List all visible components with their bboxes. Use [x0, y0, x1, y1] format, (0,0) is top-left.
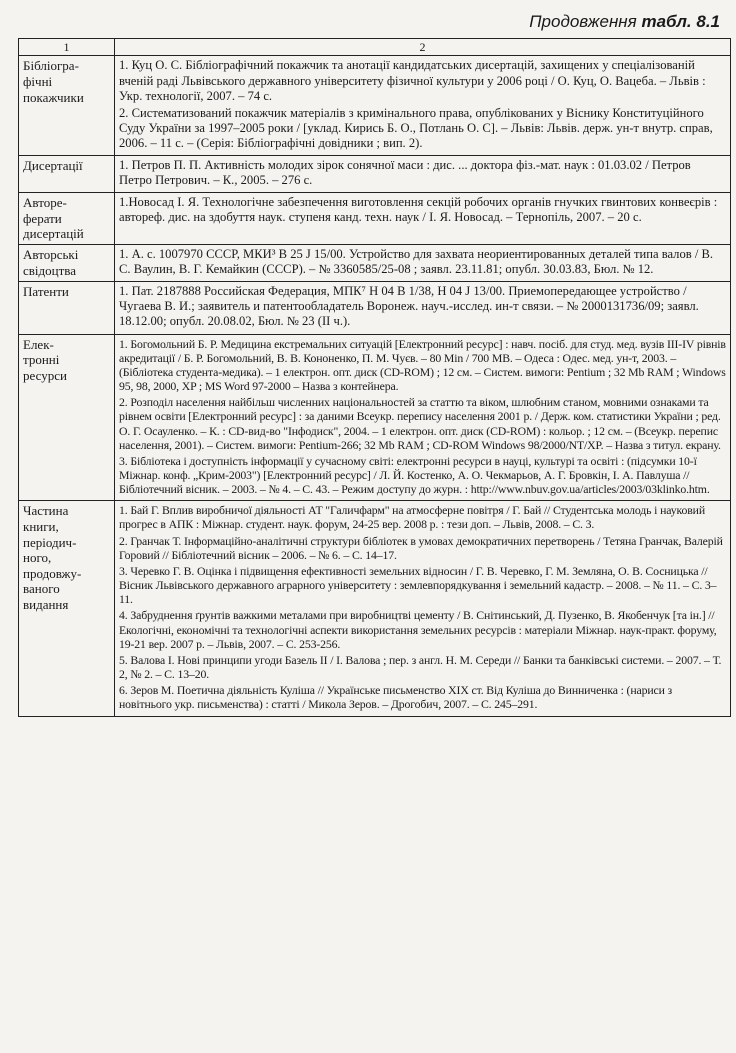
- table-row: [19, 282, 731, 334]
- entries-cell: [115, 334, 731, 501]
- bibliography-entry: 2. Систематизований покажчик матеріалів з кримінального права, опублікованих у Віснику Конституційного Суду України за 1997–2005 роки / [уклад. Кирись Б. О., Потлань О. С]. – Львів: Львів. держ. ун-т внутр. справ, 2006. – 11 с. – (Серія: Бібліографічні довідники ; вип. 2).: [119, 105, 713, 150]
- caption-table-number: табл. 8.1: [641, 12, 720, 31]
- bibliography-entry: 1. Богомольний Б. Р. Медицина екстремальних ситуацій [Електронний ресурс] : навч. посіб. для студ. мед. вузів III-IV рівнів акредитації / Б. Р. Богомольний, В. В. Кононенко, П. М. Чуєв. – 80 Min / 700 MB. – Одеса : Одес. мед. ун-т, 2003. – (Бібліотека студента-медика). – 1 електрон. опт. диск (CD-ROM) ; 12 см. – Систем. вимоги: Pentium ; 32 Mb RAM ; Windows 95, 98, 2000, XP ; MS Word 97-2000 – Назва з контейнера.: [119, 336, 726, 394]
- bibliography-entry: 6. Зеров М. Поетична діяльність Куліша // Українське письменство XIX ст. Від Куліша до Винниченка : (нариси з новітнього укр. письменства) : статті / Микола Зеров. – Дрогобич, 2007. – С. 245–291.: [119, 683, 673, 712]
- table-continuation-caption: [529, 12, 720, 32]
- category-cell: Бібліогра- фічні покажчики: [19, 56, 115, 156]
- category-cell: Дисертації: [19, 156, 115, 193]
- table-row: [19, 334, 731, 501]
- entries-cell: [115, 245, 731, 282]
- table-body: [19, 56, 731, 716]
- entries-cell: [115, 501, 731, 716]
- bibliography-entry: 1. Бай Г. Вплив виробничої діяльності АТ "Галичфарм" на атмосферне повітря / Г. Бай // Студентська молодь і науковий прогрес в АПК : Міжнар. студент. наук. форум, 24-25 вер. 2008 р. : тези доп. – Львів, 2008. – С. 3.: [119, 503, 705, 532]
- bibliography-entry: 1. Пат. 2187888 Российская Федерация, МПК⁷ Н 04 В 1/38, Н 04 J 13/00. Приемопередающее устройство / Чугаева В. И.; заявитель и патентообладатель Воронеж. науч.-исслед. ин-т связи. – № 2000131736/09; заявл. 18.12.00; опубл. 20.08.02, Бюл. № 23 (II ч.).: [119, 284, 699, 329]
- bibliography-entry: 2. Гранчак Т. Інформаційно-аналітичні структури бібліотек в умовах демократичних перетворень / Тетяна Гранчак, Валерій Горовий // Бібліотечний вісник – 2006. – № 6. – С. 14–17.: [119, 533, 723, 562]
- column-header-2: 2: [115, 39, 731, 56]
- table-row: [19, 56, 731, 156]
- category-cell: Частина книги, періодич- ного, продовжу- ваного видання: [19, 501, 115, 716]
- entries-cell: [115, 56, 731, 156]
- bibliography-entry: 1. А. с. 1007970 СССР, МКИ³ В 25 J 15/00. Устройство для захвата неориентированных деталей типа валов / В. С. Ваулин, В. Г. Кемайкин (СССР). – № 3360585/25-08 ; заявл. 23.11.81; опубл. 30.03.83, Бюл. № 12.: [119, 247, 714, 277]
- bibliography-entry: 1.Новосад І. Я. Технологічне забезпечення виготовлення секцій робочих органів гнучких гвинтових конвеєрів : автореф. дис. на здобуття наук. ступеня канд. техн. наук / І. Я. Новосад. – Тернопіль, 2007. – 20 с.: [119, 195, 718, 225]
- bibliography-entry: 5. Валова І. Нові принципи угоди Базель II / І. Валова ; пер. з англ. Н. М. Середи // Банки та банківські системи. – 2007. – Т. 2, № 2. – С. 13–20.: [119, 652, 722, 682]
- bibliography-entry: 2. Розподіл населення найбільш численних національностей за статтю та віком, шлюбним станом, мовними ознаками та рівнем освіти [Електронний ресурс] : за даними Всеукр. перепису населення 2001 р. / Держ. ком. статистики України ; ред. О. Г. Осауленко. – К. : CD-вид-во "Інфодиск", 2004. – 1 електрон. опт. диск (CD-ROM) : кольор. ; 12 см. – (Всеукр. перепис населення, 2001). – Систем. вимоги: Pentium-266; 32 Mb RAM ; CD-ROM Windows 98/2000/NT/XP. – Назва з титул. екрану.: [119, 395, 721, 452]
- category-cell: Авторські свідоцтва: [19, 245, 115, 282]
- bibliography-entry: 3. Бібліотека і доступність інформації у сучасному світі: електронні ресурси в науці, культурі та освіті : (підсумки 10-ї Міжнар. конф. „Крим-2003") [Електронний ресурс] / Л. Й. Костенко, А. О. Чекмарьов, А. Г. Бровкін, І. А. Павлуша // Бібліотечний вісник. – 2003. – № 4. – С. 43. – Режим доступу до журн. : http://www.nbuv.gov.ua/articles/2003/03klinko.htm.: [119, 453, 710, 497]
- entries-cell: [115, 193, 731, 245]
- category-cell: Автоpe- ферати дисертацій: [19, 193, 115, 245]
- bibliography-entry: 1. Петров П. П. Активність молодих зірок сонячної маси : дис. ... доктора фіз.-мат. наук : 01.03.02 / Петров Петро Петрович. – К., 2005. – 276 с.: [119, 158, 691, 188]
- bibliography-entry: 3. Черевко Г. В. Оцінка і підвищення ефективності земельних відносин / Г. В. Черевко, Г. М. Земляна, О. В. Сосницька // Вісник Львівського державного аграрного університету : землевпорядкування і земельний кадастр. – 2008. – № 11. – С. 3–11.: [119, 563, 717, 607]
- column-header-1: 1: [19, 39, 115, 56]
- table-row: [19, 193, 731, 245]
- table-row: [19, 501, 731, 716]
- table-row: [19, 156, 731, 193]
- caption-prefix: Продовження: [529, 12, 642, 31]
- bibliography-entry: 4. Забруднення ґрунтів важкими металами при виробництві цементу / В. Снітинський, Д. Пузенко, В. Якобенчук [та ін.] // Екологічні, економічні та технологічні аспекти використання земельних ресурсів : матеріали Міжнар. наук-практ. форуму, 19-21 вер. 2007 р. – Львів, 2007. – С. 253-256.: [119, 608, 717, 651]
- bibliography-entry: 1. Куц О. С. Бібліографічний покажчик та анотації кандидатських дисертацій, захищених у спеціалізованій вченій раді Львівського державного університету фізичної культури у 2006 році / О. Куц, О. Вацеба. – Львів : Укр. технології, 2007. – 74 с.: [119, 58, 706, 103]
- entries-cell: [115, 156, 731, 193]
- table-row: [19, 245, 731, 282]
- entries-cell: [115, 282, 731, 334]
- category-cell: Елек- тронні ресурси: [19, 334, 115, 501]
- category-cell: Патенти: [19, 282, 115, 334]
- header-row: [19, 39, 731, 56]
- bibliography-table: [18, 38, 731, 717]
